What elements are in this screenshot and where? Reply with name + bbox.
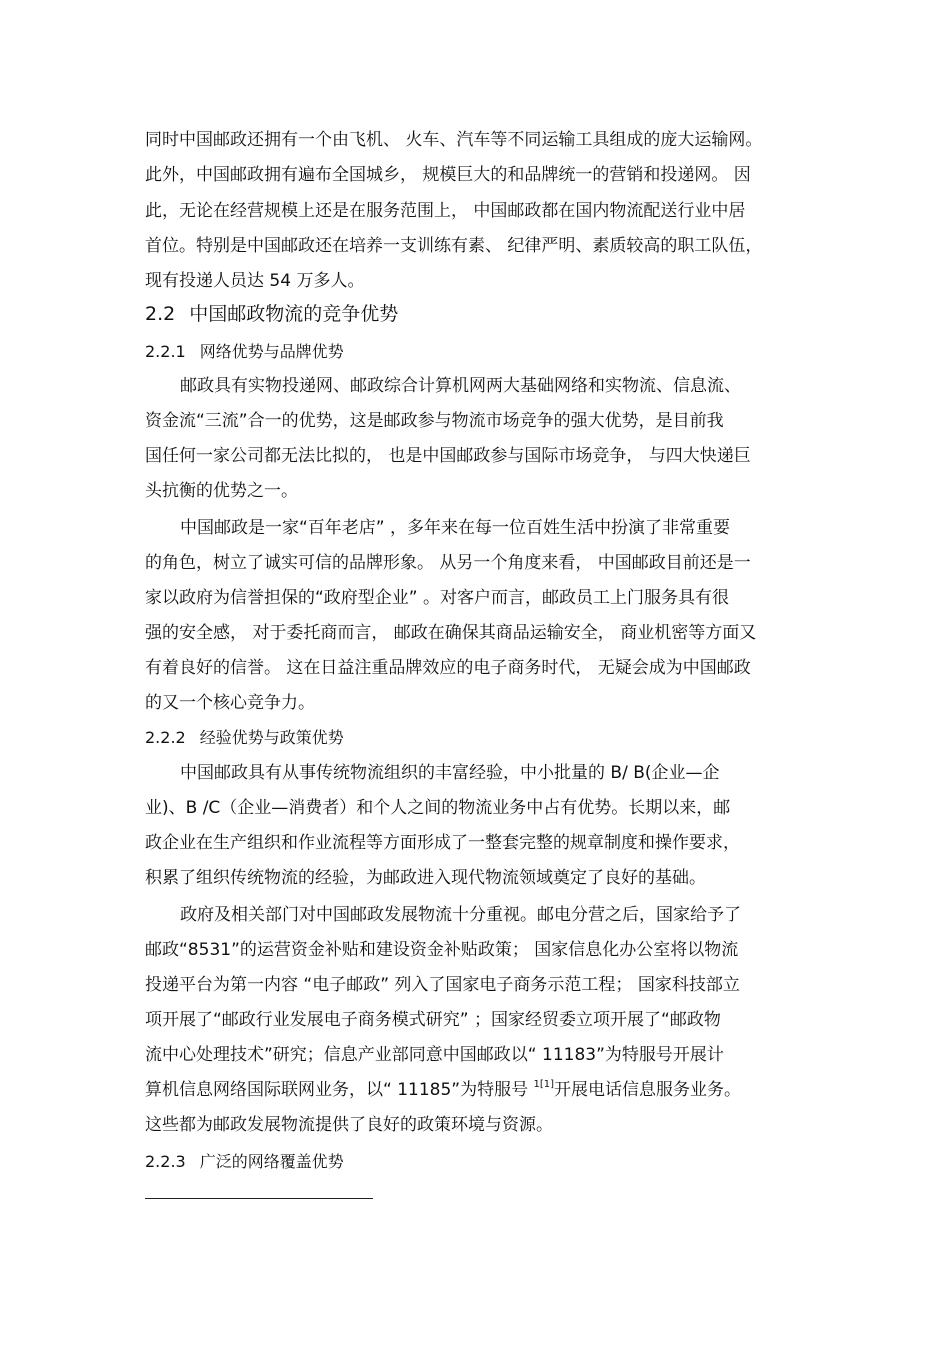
- policy-line-6-text: 算机信息网络国际联网业务，以“ 11185”为特服号: [145, 1080, 534, 1100]
- network-line-1: 邮政具有实物投递网、邮政综合计算机网两大基础网络和实物流、信息流、: [180, 376, 741, 396]
- brand-line-4: 强的安全感， 对于委托商而言， 邮政在确保其商品运输安全， 商业机密等方面又: [145, 623, 757, 643]
- brand-line-5: 有着良好的信誉。 这在日益注重品牌效应的电子商务时代， 无疑会成为中国邮政: [145, 658, 751, 678]
- intro-line-5: 现有投递人员达 54 万多人。: [145, 271, 365, 291]
- section-number: 2.2.3: [145, 1152, 186, 1171]
- experience-line-3: 政企业在生产组织和作业流程等方面形成了一整套完整的规章制度和操作要求，: [145, 833, 740, 853]
- policy-line-7: 这些都为邮政发展物流提供了良好的政策环境与资源。: [145, 1115, 553, 1135]
- network-line-4: 头抗衡的优势之一。: [145, 481, 298, 501]
- intro-line-2: 此外，中国邮政拥有遍布全国城乡， 规模巨大的和品牌统一的营销和投递网。 因: [145, 165, 751, 185]
- network-line-3: 国任何一家公司都无法比拟的， 也是中国邮政参与国际市场竞争， 与四大快递巨: [145, 446, 751, 466]
- intro-line-4: 首位。特别是中国邮政还在培养一支训练有素、 纪律严明、素质较高的职工队伍，: [145, 236, 763, 256]
- section-number: 2.2.1: [145, 342, 186, 361]
- section-number: 2.2: [145, 303, 176, 325]
- brand-line-3: 家以政府为信誉担保的“政府型企业” 。对客户而言，邮政员工上门服务具有很: [145, 588, 730, 608]
- policy-line-6: [145, 1078, 741, 1102]
- brand-line-1: 中国邮政是一家“百年老店” ，多年来在每一位百姓生活中扮演了非常重要: [180, 518, 731, 538]
- network-line-2: 资金流“三流”合一的优势，这是邮政参与物流市场竞争的强大优势，是目前我: [145, 411, 724, 431]
- section-heading-2-2-3: [145, 1150, 344, 1174]
- policy-line-3: 投递平台为第一内容 “电子邮政” 列入了国家电子商务示范工程； 国家科技部立: [145, 975, 740, 995]
- footnote-reference[interactable]: 1[1]: [533, 1079, 555, 1090]
- section-number: 2.2.2: [145, 728, 186, 747]
- intro-line-3: 此，无论在经营规模上还是在服务范围上， 中国邮政都在国内物流配送行业中居: [145, 201, 746, 221]
- policy-line-4: 项开展了“邮政行业发展电子商务模式研究” ；国家经贸委立项开展了“邮政物: [145, 1010, 721, 1030]
- policy-line-5: 流中心处理技术”研究；信息产业部同意中国邮政以“ 11183”为特服号开展计: [145, 1045, 724, 1065]
- experience-line-1: 中国邮政具有从事传统物流组织的丰富经验，中小批量的 B/ B(企业—企: [180, 763, 720, 783]
- section-title: 中国邮政物流的竞争优势: [189, 303, 399, 325]
- policy-line-6-tail: 开展电话信息服务业务。: [554, 1080, 742, 1100]
- experience-line-2: 业)、B /C（企业—消费者）和个人之间的物流业务中占有优势。长期以来，邮: [145, 798, 731, 818]
- section-heading-2-2-2: [145, 726, 344, 750]
- brand-line-6: 的又一个核心竞争力。: [145, 693, 315, 713]
- policy-line-2: 邮政“8531”的运营资金补贴和建设资金补贴政策； 国家信息化办公室将以物流: [145, 940, 739, 960]
- footnote-divider: [145, 1198, 373, 1199]
- policy-line-1: 政府及相关部门对中国邮政发展物流十分重视。邮电分营之后，国家给予了: [180, 905, 741, 925]
- intro-line-1: 同时中国邮政还拥有一个由飞机、 火车、汽车等不同运输工具组成的庞大运输网。: [145, 130, 763, 150]
- section-title: 广泛的网络覆盖优势: [199, 1152, 344, 1171]
- brand-line-2: 的角色，树立了诚实可信的品牌形象。 从另一个角度来看， 中国邮政目前还是一: [145, 553, 751, 573]
- section-title: 网络优势与品牌优势: [199, 342, 344, 361]
- experience-line-4: 积累了组织传统物流的经验，为邮政进入现代物流领域奠定了良好的基础。: [145, 868, 706, 888]
- section-heading-2-2-1: [145, 340, 344, 364]
- section-title: 经验优势与政策优势: [199, 728, 344, 747]
- section-heading-2-2: [145, 302, 398, 326]
